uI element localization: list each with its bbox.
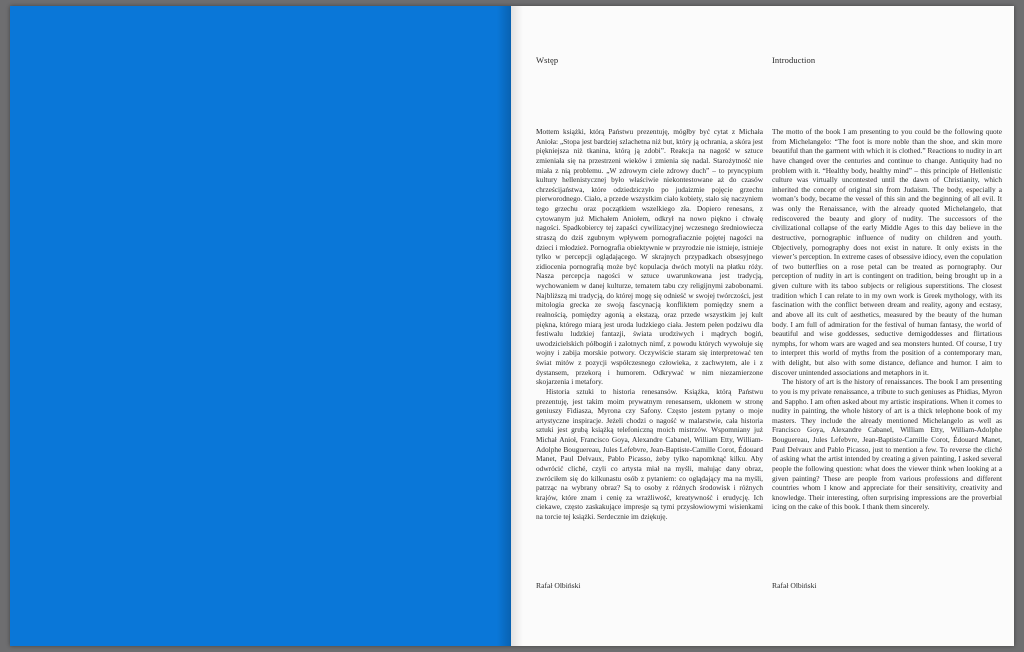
english-paragraph-1: The motto of the book I am presenting to you could be the following quote from Michelangelo: “The foot is more noble than the shoe, and skin more beautiful than the garment with which it is clothed.” Reactions to nudity in art have changed over the centuries and continue to change. Antiquity had no problem with it. “Healthy body, healthy mind” – this principle of Hellenistic culture was virtually uncontested until the dawn of Christianity, which inherited the concept of original sin from Judaism. The body, especially a woman’s body, became the vessel of this sin and the beginning of all evil. It was only the Renaissance, with the already quoted Michelangelo, that rediscovered the beauty and glory of nudity. The successors of the civilizational collapse of the early Middle Ages to this day believe in the destructive, pornographic influence of nudity on children and youth. Objectively, pornography does not exist in nature. It only exists in the viewer’s perception. In extreme cases of obsessive idiocy, even the copulation of two butterflies on a rose petal can be treated as pornography. Our perception of nudity in art is contingent on tradition, being brought up in a given culture with its taboo subjects or religious superstitions. The closest tradition which I can relate to in my own work is Greek mythology, with its fascination with the conflict between dream and reality, agony and ecstasy, and above all its cult of aesthetics, measured by the beauty of the human body. I am full of admiration for the festival of human fantasy, the world of beautiful and wise goddesses, seductive demigoddesses and flirtatious nymphs, for whom wars are waged and sea monsters hunted. Of course, I try to interpret this world of myths from the position of a contemporary man, with delight, but also with some distance, defiance and humor. I aim to discover unintended associations and metaphors in it. [772, 127, 1002, 377]
english-paragraph-2: The history of art is the history of renaissances. The book I am presenting to you is my private renaissance, a tribute to such geniuses as Phidias, Myron and Sappho. I am often asked about my artistic inspirations. When it comes to nudity in painting, the whole history of art is a thick telephone book of my masters. They include the already mentioned Michelangelo as well as Francisco Goya, Alexandre Cabanel, William Etty, William-Adolphe Bouguereau, Jules Lefebvre, Jean-Baptiste-Camille Corot, Édouard Manet, Paul Delvaux and Pablo Picasso, just to mention a few. To reverse the cliché of asking what the artist intended by creating a given painting, I asked several people the following question: what does the viewer think when looking at a given painting? These are people from various professions and different countries whom I know and appreciate for their sensitivity, creativity and knowledge. Their interesting, often surprising impressions are the proverbial icing on the cake of this book. I thank them sincerely. [772, 377, 1002, 512]
english-heading: Introduction [772, 55, 816, 65]
polish-paragraph-1: Mottem książki, którą Państwu prezentuję, mógłby być cytat z Michała Anioła: „Stopa jest bardziej szlachetna niż but, który ją ochrania, a skóra jest piękniejsza niż tkanina, którą ją zdobi”. Reakcja na nagość w sztuce zmieniała się na przestrzeni wieków i zmienia się nadal. Starożytność nie miała z nią problemu. „W zdrowym ciele zdrowy duch” – to pryncypium kultury hellenistycznej było właściwie niekontestowane aż do czasów chrześcijaństwa, które odziedziczyło po judaizmie pojęcie grzechu pierworodnego. Ciało, a przede wszystkim ciało kobiety, stało się naczyniem tego grzechu oraz początkiem wszelkiego zła. Dopiero renesans, z cytowanym już Michałem Aniołem, odkrył na nowo piękno i chwałę nagości. Spadkobiercy tej zapaści cywilizacyjnej wczesnego średniowiecza straszą do dziś zgubnym wpływem pornografiacznie pojętej nagości na dzieci i młodzież. Pornografia obiektywnie w przyrodzie nie istnieje, istnieje tylko w percepcji oglądającego. W skrajnych przypadkach obsesyjnego zidiocenia pornografią może być kopulacja dwóch motyli na płatku róży. Nasza percepcja nagości w sztuce uwarunkowana jest tradycją, wychowaniem w danej kulturze, tematem tabu czy religijnymi zabobonami. Najbliższą mi tradycją, do której mogę się odnieść w swojej twórczości, jest mitologia grecka ze swoją fascynacją konfliktem pomiędzy snem a realnością, pomiędzy agonią a ekstazą, oraz przede wszystkim jej kult piękna, którego miarą jest uroda ludzkiego ciała. Jestem pełen podziwu dla festiwalu ludzkiej fantazji, świata urodziwych i mądrych bogiń, uwodzicielskich półbogiń i zalotnych nimf, z powodu których wywołuje się wojny i zabija morskie potwory. Oczywiście staram się interpretować ten świat mitów z pozycji współczesnego człowieka, z zachwytem, ale i z dystansem, przekorą i humorem. Odkrywać w nim niezamierzone skojarzenia i metafory. [536, 127, 763, 387]
book-spread [10, 6, 1014, 646]
polish-heading: Wstęp [536, 55, 559, 65]
left-page-blue [10, 6, 511, 646]
english-body [772, 127, 1002, 512]
polish-paragraph-2: Historia sztuki to historia renesansów. Książka, którą Państwu prezentuję, jest takim moim prywatnym renesansem, ukłonem w stronę geniuszy Fidiasza, Myrona czy Safony. Często jestem pytany o moje artystyczne inspiracje. Jeżeli chodzi o nagość w malarstwie, cała historia sztuki jest grubą książką telefoniczną moich mistrzów. Wspomniany już Michał Anioł, Francisco Goya, Alexandre Cabanel, William Etty, William-Adolphe Bouguereau, Jules Lefebvre, Jean-Baptiste-Camille Corot, Édouard Manet, Paul Delvaux, Pablo Picasso, żeby tylko napomknąć kilku. Aby odwrócić cliché, czyli co artysta miał na myśli, malując dany obraz, zwróciłem się do kilkunastu osób z pytaniem: co oglądający ma na myśli, patrząc na wybrany obraz? Są to osoby z różnych środowisk i różnych krajów, które znam i cenię za wrażliwość, kreatywność i erudycję. Ich ciekawe, często zaskakujące impresje są tymi przysłowiowymi wisienkami na torcie tej książki. Serdecznie im dziękuję. [536, 386, 763, 521]
polish-signature: Rafał Olbiński [536, 581, 581, 590]
english-signature: Rafał Olbiński [772, 581, 817, 590]
polish-body [536, 127, 763, 522]
right-page [511, 6, 1014, 646]
